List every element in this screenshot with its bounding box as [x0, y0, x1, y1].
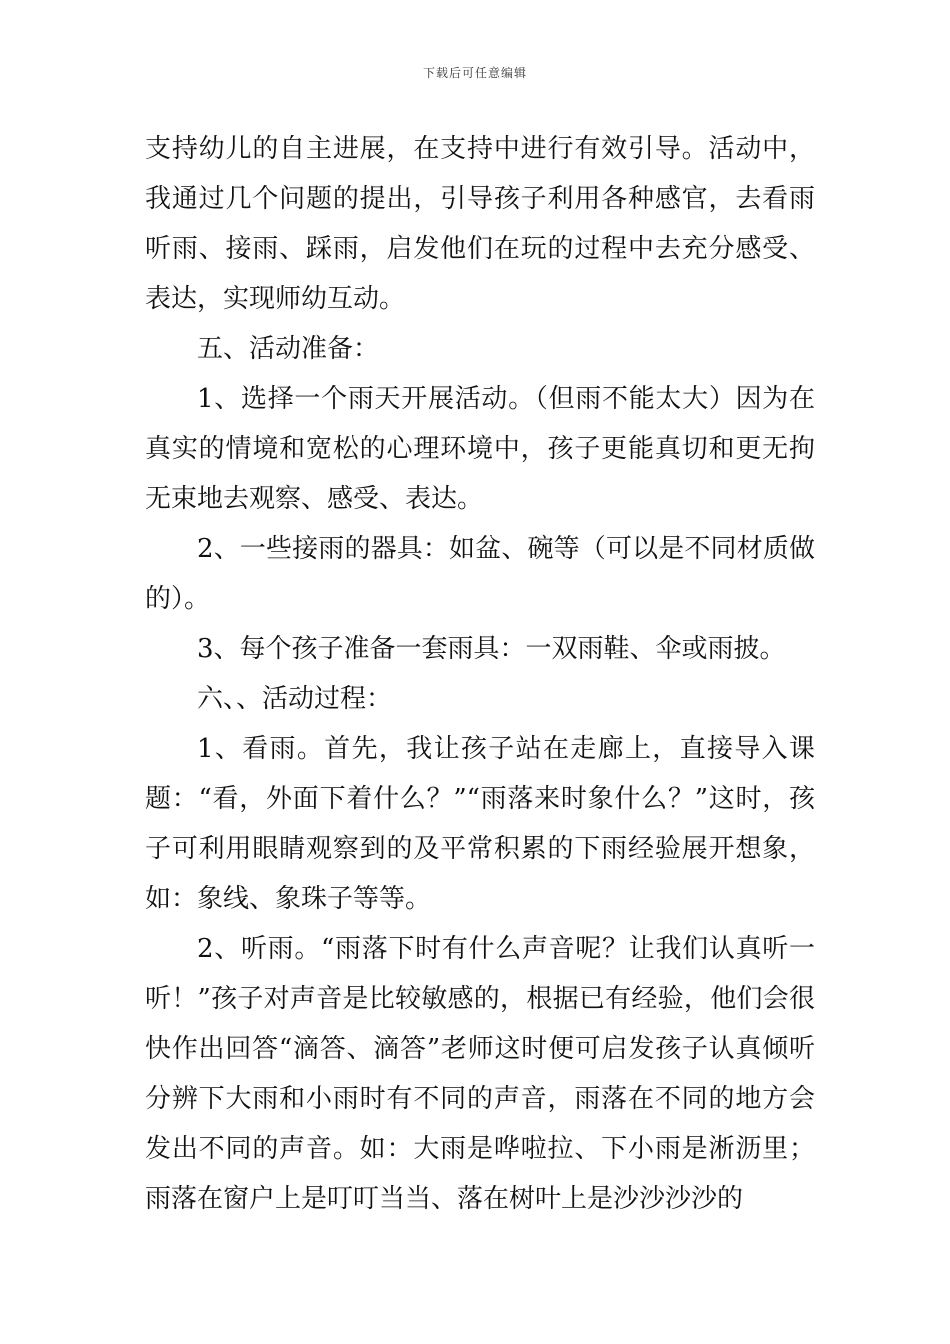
section-heading-preparation: 五、活动准备： [197, 334, 380, 364]
paragraph-process-1: 1、看雨。首先，我让孩子站在走廊上，直接导入课题：“看，外面下着什么？”“雨落来时象什么？”这时，孩子可利用眼睛观察到的及平常积累的下雨经验展开想象，如：象线、象珠子等等。 [145, 734, 815, 914]
paragraph-prep-2: 2、一些接雨的器具：如盆、碗等（可以是不同材质做的）。 [145, 534, 815, 614]
paragraph-intro: 支持幼儿的自主进展，在支持中进行有效引导。活动中，我通过几个问题的提出，引导孩子利用各种感官，去看雨听雨、接雨、踩雨，启发他们在玩的过程中去充分感受、表达，实现师幼互动。 [145, 134, 815, 314]
document-body [145, 124, 815, 1224]
section-heading-process: 六、、活动过程： [197, 684, 393, 714]
paragraph-prep-1: 1、选择一个雨天开展活动。（但雨不能太大）因为在真实的情境和宽松的心理环境中，孩子更能真切和更无拘无束地去观察、感受、表达。 [145, 384, 815, 514]
paragraph-process-2: 2、听雨。“雨落下时有什么声音呢？让我们认真听一听！”孩子对声音是比较敏感的，根据已有经验，他们会很快作出回答“滴答、滴答”老师这时便可启发孩子认真倾听分辨下大雨和小雨时有不同的声音，雨落在不同的地方会发出不同的声音。如：大雨是哗啦拉、下小雨是淅沥里；雨落在窗户上是叮叮当当、落在树叶上是沙沙沙沙的 [145, 934, 815, 1214]
page-header: 下载后可任意编辑 [422, 66, 527, 80]
paragraph-prep-3: 3、每个孩子准备一套雨具：一双雨鞋、伞或雨披。 [197, 634, 786, 664]
